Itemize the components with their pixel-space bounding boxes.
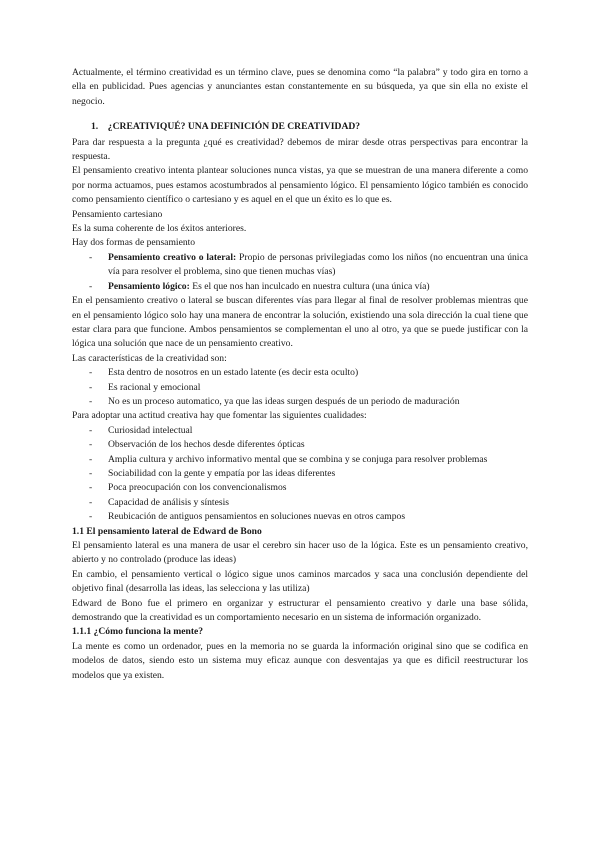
paragraph: La mente es como un ordenador, pues en la memoria no se guarda la información original sino que se codifica en modelos de datos, siendo esto un sistema muy eficaz aunque con desventajas ya que es dificil reestructurar los modelos que ya existen. <box>72 640 528 681</box>
intro-paragraph: Actualmente, el término creatividad es un término clave, pues se denomina como “la palabra” y todo gira en torno a ella en publicidad. Pues agencias y anunciantes estan constantemente en su búsqueda, ya que sin ella no existe el negocio. <box>72 67 528 107</box>
list-item: - Observación de los hechos desde diferentes ópticas <box>89 439 305 451</box>
paragraph: Edward de Bono fue el primero en organizar y estructurar el pensamiento creativo y darle una base sólida, demostrando que la creatividad es un comportamiento necesario en un sistema de información organizado. <box>72 597 528 624</box>
list-item-text: Es el que nos han inculcado en nuestra cultura (una única vía) <box>189 280 430 292</box>
paragraph: Es la suma coherente de los éxitos anteriores. <box>72 223 247 235</box>
list-item: - Curiosidad intelectual <box>89 424 193 436</box>
list-item: - Poca preocupación con los convencionalismos <box>89 482 287 494</box>
thinking-forms-list <box>72 251 528 294</box>
section-heading-1 <box>72 120 528 134</box>
subsection-heading-1-1-1: 1.1.1 ¿Cómo funciona la mente? <box>72 626 204 638</box>
list-item: - Amplia cultura y archivo informativo mental que se combina y se conjuga para resolver problemas <box>89 453 488 465</box>
section-number: 1. <box>91 121 99 133</box>
paragraph: Pensamiento cartesiano <box>72 208 163 220</box>
list-item: - Sociabilidad con la gente y empatía por las ideas diferentes <box>89 467 336 479</box>
paragraph: Para dar respuesta a la pregunta ¿qué es creatividad? debemos de mirar desde otras perspectivas para encontrar la respuesta. <box>72 136 528 163</box>
list-item: - Capacidad de análisis y síntesis <box>89 496 229 508</box>
paragraph: En el pensamiento creativo o lateral se buscan diferentes vías para llegar al final de resolver problemas mientras que en el pensamiento lógico solo hay una manera de encontrar la solución, existiendo una sola dirección la cual tiene que estar clara para que funcione. Ambos pensamientos se complementan el uno al otro, ya que se puede justificar con la lógica una solución que nace de un pensamiento creativo. <box>72 295 528 350</box>
paragraph: El pensamiento lateral es una manera de usar el cerebro sin hacer uso de la lógica. Este es un pensamiento creativo, abierto y no controlado (produce las ideas) <box>72 540 528 566</box>
paragraph: Para adoptar una actitud creativa hay que fomentar las siguientes cualidades: <box>72 410 367 422</box>
list-item: - No es un proceso automatico, ya que las ideas surgen después de un periodo de maduración <box>89 395 460 407</box>
document-page <box>72 66 528 683</box>
paragraph: Hay dos formas de pensamiento <box>72 237 196 249</box>
qualities-list <box>72 424 528 525</box>
list-item-text: Propio de personas privilegiadas como los niños (no encuentran una única vía para resolver el problema, sino que tienen muchas vías) <box>108 251 528 278</box>
list-item: - Reubicación de antiguos pensamientos en soluciones nuevas en otros campos <box>89 511 406 523</box>
list-item-term: Pensamiento creativo o lateral: <box>108 251 237 263</box>
paragraph: Las características de la creatividad son: <box>72 352 227 364</box>
section-title: ¿CREATIVIQUÉ? UNA DEFINICIÓN DE CREATIVIDAD? <box>107 121 361 133</box>
characteristics-list <box>72 366 528 409</box>
list-item-term: Pensamiento lógico: <box>108 280 190 292</box>
list-item: - Pensamiento creativo o lateral: Propio de personas privilegiadas como los niños (no encuentran una única vía para resolver el problema, sino que tienen muchas vías) <box>89 251 528 278</box>
list-item: - Pensamiento lógico: Es el que nos han inculcado en nuestra cultura (una única vía) <box>89 280 430 292</box>
paragraph: El pensamiento creativo intenta plantear soluciones nunca vistas, ya que se muestran de una manera diferente a como por norma actuamos, pues estamos acostumbrados al pensamiento lógico. El pensamiento lógico también es conocido como pensamiento científico o cartesiano y es aquel en el que un éxito es lo que es. <box>72 165 528 206</box>
paragraph: En cambio, el pensamiento vertical o lógico sigue unos caminos marcados y saca una conclusión dependiente del objetivo final (desarrolla las ideas, las selecciona y las utiliza) <box>72 568 528 595</box>
list-item: - Es racional y emocional <box>89 381 201 393</box>
subsection-heading-1-1: 1.1 El pensamiento lateral de Edward de Bono <box>72 525 262 537</box>
list-item: - Esta dentro de nosotros en un estado latente (es decir esta oculto) <box>89 367 359 379</box>
